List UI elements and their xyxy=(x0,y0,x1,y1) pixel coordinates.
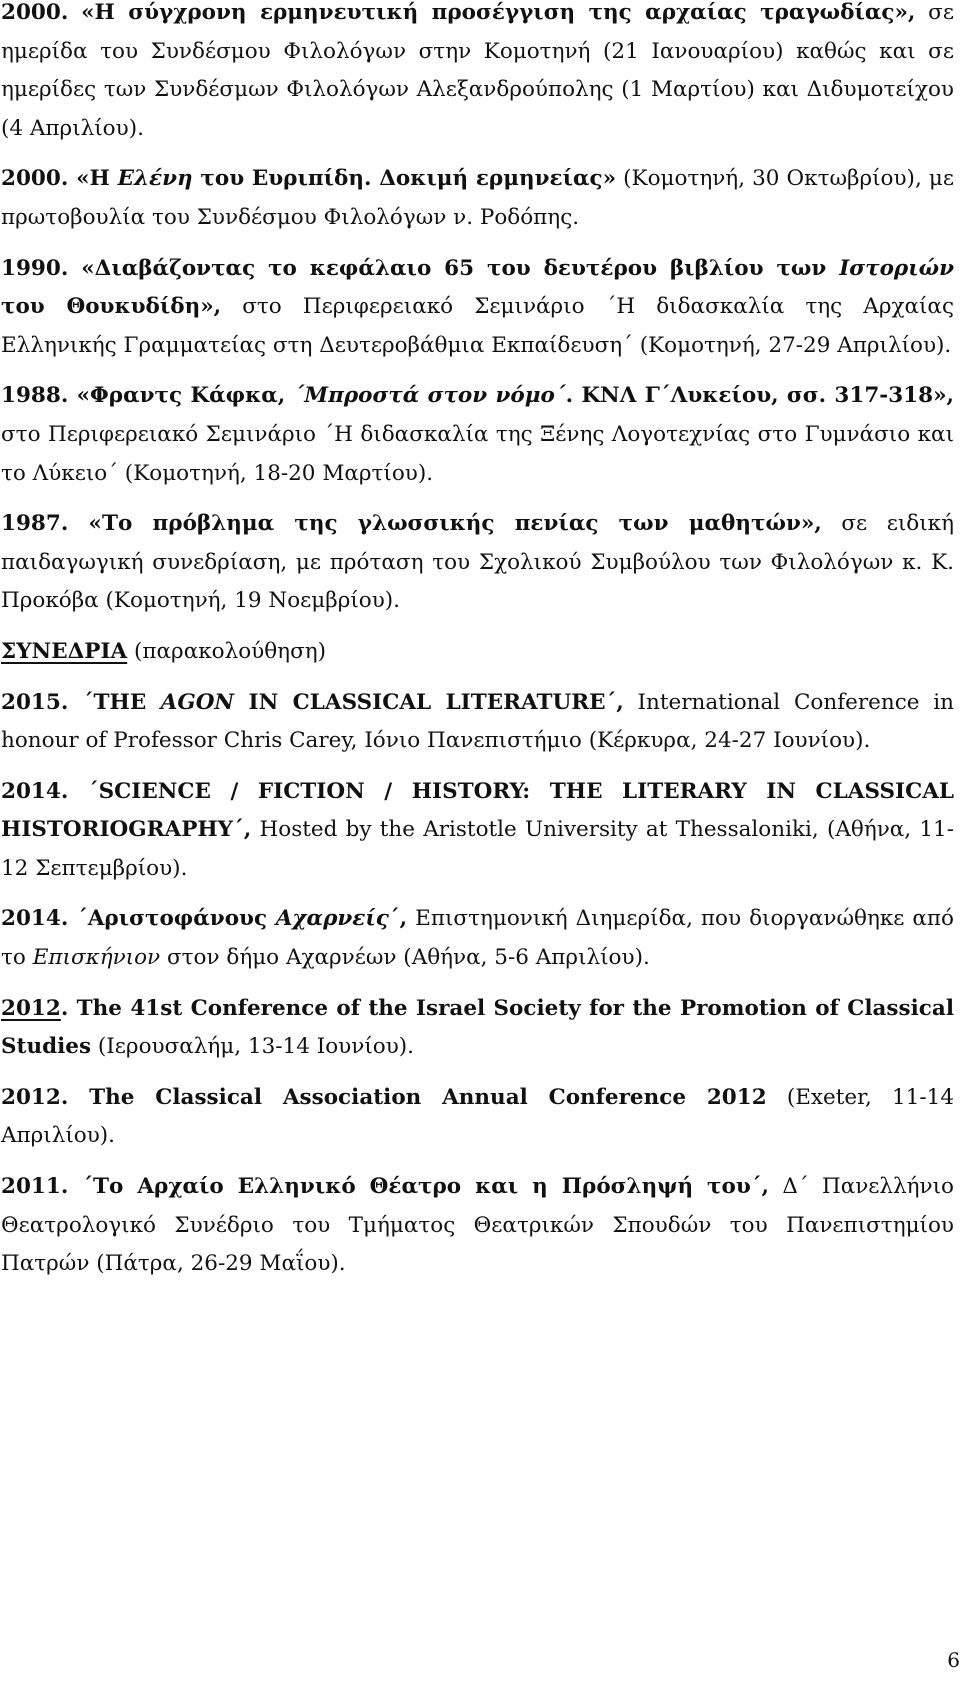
entry-title-italic: Ελένη xyxy=(117,166,193,192)
entry-title-part: . ΚΝΛ Γ΄Λυκείου, σσ. 317-318», xyxy=(565,383,954,409)
talk-entry xyxy=(1,377,954,493)
conference-entry xyxy=(1,900,954,977)
entry-details: Hosted by the Aristotle University at Thessaloniki, (Αθήνα, 11-12 Σεπτεμβρίου). xyxy=(1,817,954,881)
conference-entry xyxy=(1,684,954,761)
entry-year: 2000. xyxy=(1,0,69,25)
conference-entry xyxy=(1,1079,954,1156)
entry-details-part: Επιστημονική Διημερίδα, που διοργανώθηκε από το xyxy=(1,906,955,971)
entry-year: 2012 xyxy=(1,995,61,1021)
entry-title-part: ΄, xyxy=(388,906,408,932)
entry-title-part: ΄THE xyxy=(68,689,161,715)
conference-entry xyxy=(1,773,954,889)
entry-year: 1990. xyxy=(1,255,69,281)
entry-title-part: «Φραντς Κάφκα, xyxy=(68,383,294,409)
entry-title-part: του Ευριπίδη. Δοκιμή ερμηνείας» xyxy=(192,166,617,192)
entry-year: 2015. xyxy=(1,689,69,715)
entry-title: The Classical Association Annual Conference 2012 xyxy=(68,1084,767,1110)
section-heading-note: (παρακολούθηση) xyxy=(127,638,327,664)
entry-details: (Exeter, 11-14 Απριλίου). xyxy=(1,1084,955,1149)
talk-entry xyxy=(1,505,954,621)
entry-year: 2011. xyxy=(1,1174,69,1200)
entry-details-part: στον δήμο Αχαρνέων (Αθήνα, 5-6 Απριλίου). xyxy=(160,945,650,971)
entry-year: 1988. xyxy=(1,383,69,409)
entry-title-part: «Η xyxy=(68,166,118,192)
entry-details: σε ημερίδα του Συνδέσμου Φιλολόγων στην Κομοτηνή (21 Ιανουαρίου) καθώς και σε ημερίδες των Συνδέσμων Φιλολόγων Αλεξανδρούπολης (1 Μαρτίου) και Διδυμοτείχου (4 Απριλίου). xyxy=(1,0,954,141)
entry-title-italic: ΄Μπροστά στον νόμο΄ xyxy=(293,383,566,409)
talk-entry xyxy=(1,0,954,148)
entry-year: 2014. xyxy=(1,778,69,804)
entry-title: ΄SCIENCE / FICTION / HISTORY: THE LITERARY IN CLASSICAL HISTORIOGRAPHY΄, xyxy=(1,778,954,843)
entry-title-italic: AGON xyxy=(160,689,235,715)
entry-title-part: IN CLASSICAL LITERATURE΄, xyxy=(234,689,624,715)
entry-title: ΄Το Αρχαίο Ελληνικό Θέατρο και η Πρόσληψή του΄, xyxy=(68,1174,770,1200)
entry-details: Δ΄ Πανελλήνιο Θεατρολογικό Συνέδριο του Τμήματος Θεατρικών Σπουδών του Πανεπιστημίου Πατρών (Πάτρα, 26-29 Μαΐου). xyxy=(1,1174,955,1277)
entry-title-part: του Θουκυδίδη», xyxy=(1,294,222,320)
entry-title: «Η σύγχρονη ερμηνευτική προσέγγιση της αρχαίας τραγωδίας», xyxy=(81,0,916,25)
entry-details: (Ιερουσαλήμ, 13-14 Ιουνίου). xyxy=(91,1034,414,1060)
entry-details: στο Περιφερειακό Σεμινάριο ΄Η διδασκαλία της Ξένης Λογοτεχνίας στο Γυμνάσιο και το Λύκειο΄ (Κομοτηνή, 18-20 Μαρτίου). xyxy=(1,421,954,486)
entry-year: 2000. xyxy=(1,166,69,192)
entry-details: International Conference in honour of Professor Chris Carey, Ιόνιο Πανεπιστήμιο (Κέρκυρα, 24-27 Ιουνίου). xyxy=(1,689,955,754)
talk-entry xyxy=(1,160,954,237)
section-heading xyxy=(1,633,954,672)
conference-entry xyxy=(1,990,954,1067)
page-number: 6 xyxy=(947,1648,960,1672)
entry-title-italic: Αχαρνείς xyxy=(275,906,389,932)
entry-details: στο Περιφερειακό Σεμινάριο ΄Η διδασκαλία της Αρχαίας Ελληνικής Γραμματείας στη Δευτεροβάθμια Εκπαίδευση΄ (Κομοτηνή, 27-29 Απριλίου). xyxy=(1,294,954,358)
entry-title: . The 41st Conference of the Israel Society for the Promotion of Classical Studies xyxy=(1,995,954,1060)
entry-title-part: ΄Αριστοφάνους xyxy=(68,906,276,932)
entry-details-italic: Επισκήνιον xyxy=(32,945,161,971)
section-heading-title: ΣΥΝΕΔΡΙΑ xyxy=(1,638,128,664)
entry-title: «Το πρόβλημα της γλωσσικής πενίας των μαθητών», xyxy=(68,511,822,537)
conference-entry xyxy=(1,1168,954,1284)
entry-year: 2012. xyxy=(1,1084,69,1110)
talk-entry xyxy=(1,250,954,366)
entry-year: 1987. xyxy=(1,511,69,537)
entry-year: 2014. xyxy=(1,906,69,932)
entry-details: σε ειδική παιδαγωγική συνεδρίαση, με πρόταση του Σχολικού Συμβούλου των Φιλολόγων κ. Κ. Προκόβα (Κομοτηνή, 19 Νοεμβρίου). xyxy=(1,511,955,614)
entry-title-part: «Διαβάζοντας το κεφάλαιο 65 του δευτέρου βιβλίου των xyxy=(68,255,840,281)
entry-title-italic: Ιστοριών xyxy=(839,255,954,281)
entry-details: (Κομοτηνή, 30 Οκτωβρίου), με πρωτοβουλία του Συνδέσμου Φιλολόγων ν. Ροδόπης. xyxy=(1,166,954,230)
